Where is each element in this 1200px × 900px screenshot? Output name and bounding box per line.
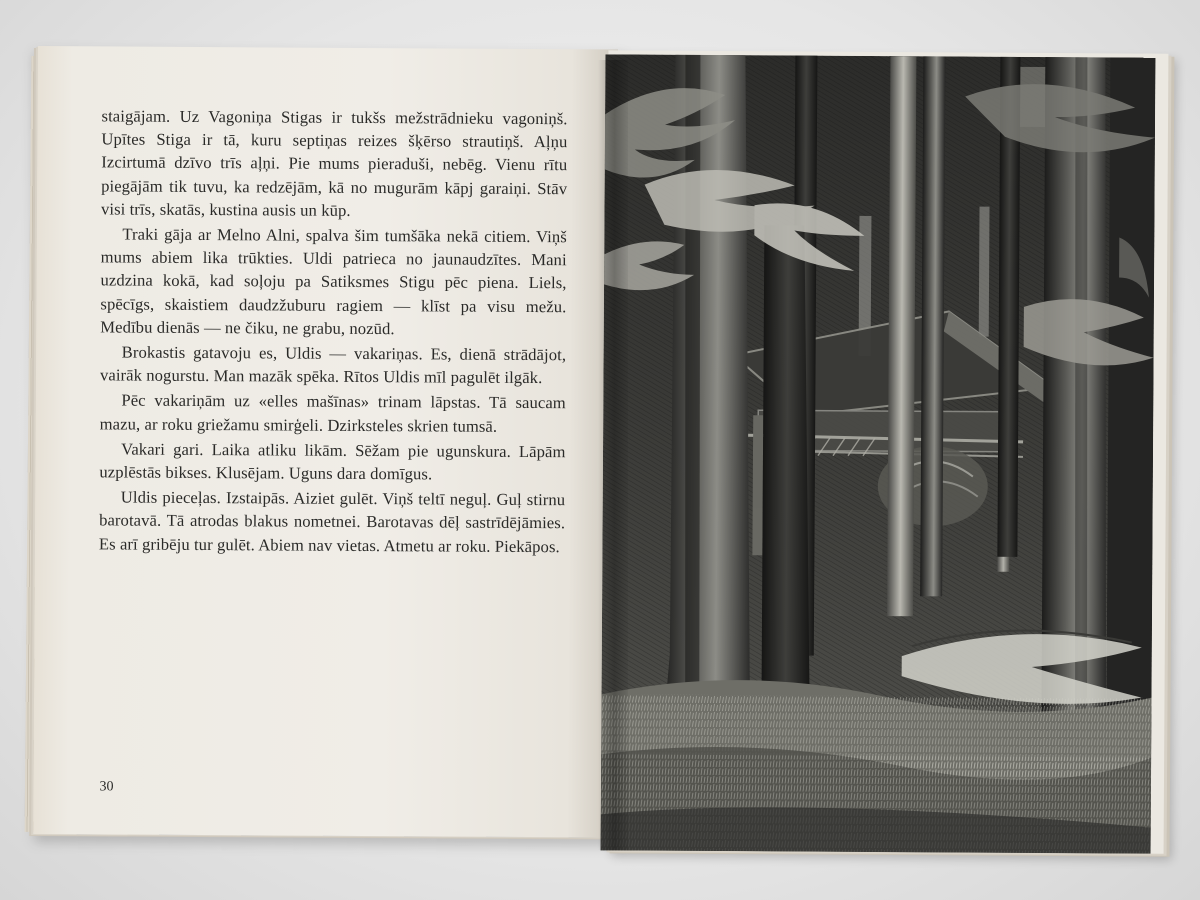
left-page (33, 46, 618, 838)
paragraph-5: Vakari gari. Laika atliku likām. Sēžam pie ugunskura. Lāpām uzplēstās bikses. Klusējam. Uguns dara domīgus. (99, 439, 566, 484)
paragraph-4: Pēc vakariņām uz «elles mašīnas» trinam lāpstas. Tā saucam mazu, ar roku griežamu smirģeli. Dzirksteles skrien tumsā. (99, 390, 566, 436)
paragraph-2: Traki gāja ar Melno Alni, spalva šim tumšāka nekā citiem. Viņš mums abiem lika trūkties. Uldi patrieca no jaunaudzītes. Mani uzdzina kokā, kad soļoju pa Satiksmes Stigu pēc piena. Liels, spēcīgs, skaistiem daudzžuburu ragiem — klīst pa visu mežu. Medību dienās — ne čiku, ne grabu, nozūd. (100, 224, 567, 339)
paragraph-3: Brokastis gatavoju es, Uldis — vakariņas. Es, dienā strādājot, vairāk nogurstu. Man mazāk spēka. Rītos Uldis mīl pagulēt ilgāk. (99, 342, 567, 388)
paragraph-6: Uldis pieceļas. Izstaipās. Aiziet gulēt. Viņš teltī neguļ. Guļ stirnu barotavā. Tā atrodas blakus nometnei. Barotavas dēļ sastrīdējāmies. Es arī gribēju tur gulēt. Abiem nav vietas. Atmetu ar roku. Piekāpos. (98, 487, 566, 556)
paragraph-1: staigājam. Uz Vagoniņa Stigas ir tukšs mežstrādnieku vagoniņš. Upītes Stiga ir tā, kuru septiņas reizes šķērso strautiņš. Aļņu Izcirtumā dzīvo trīs aļņi. Pie mums pieraduši, nebēg. Vienu rītu piegājām tik tuvu, ka redzējām, kā no mugurām kāpj garaiņi. Stāv visi trīs, skatās, kustina ausis un kūp. (100, 106, 568, 220)
forest-illustration (601, 54, 1156, 853)
page-number: 30 (99, 779, 114, 795)
forest-with-feeding-shelter-illustration-icon (601, 54, 1156, 853)
page-text (99, 104, 568, 558)
